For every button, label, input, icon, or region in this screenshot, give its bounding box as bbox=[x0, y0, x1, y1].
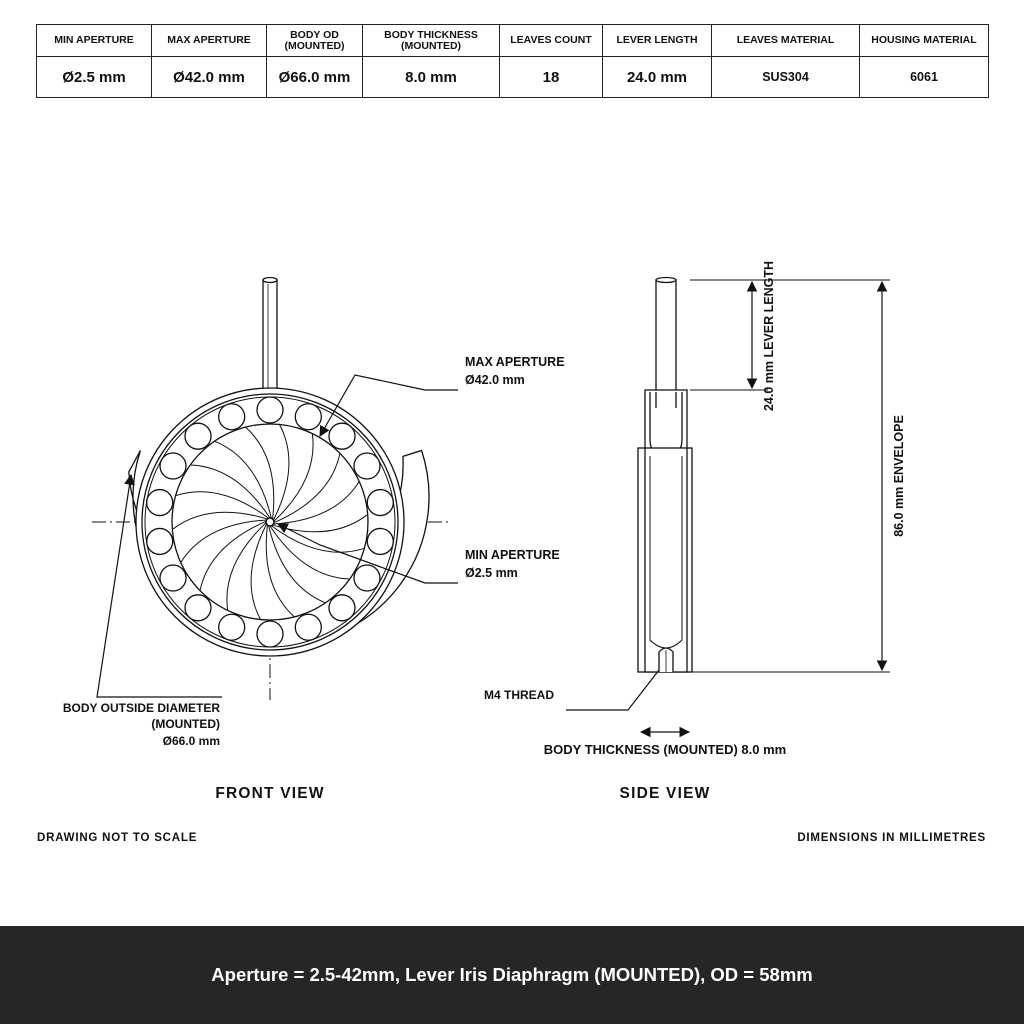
spec-header-leaves-material: LEAVES MATERIAL bbox=[712, 25, 860, 57]
thread-leader bbox=[566, 670, 659, 710]
side-lever-slot bbox=[650, 392, 682, 455]
side-lever bbox=[656, 280, 676, 408]
max-aperture-value: Ø42.0 mm bbox=[465, 373, 525, 387]
spec-header-min-aperture: MIN APERTURE bbox=[37, 25, 152, 57]
spec-value-min-aperture: Ø2.5 mm bbox=[37, 57, 152, 98]
spec-value-leaves-count: 18 bbox=[500, 57, 603, 98]
iris-ball bbox=[295, 404, 321, 430]
iris-ball bbox=[257, 397, 283, 423]
iris-ball bbox=[257, 621, 283, 647]
thread-label: M4 THREAD bbox=[484, 688, 555, 702]
iris-ball bbox=[147, 490, 173, 516]
iris-ball bbox=[147, 528, 173, 554]
iris-ball bbox=[160, 565, 186, 591]
iris-ball bbox=[329, 423, 355, 449]
iris-ball bbox=[354, 565, 380, 591]
footer-caption: Aperture = 2.5-42mm, Lever Iris Diaphragm (MOUNTED), OD = 58mm bbox=[211, 964, 813, 985]
body-od-value: Ø66.0 mm bbox=[162, 734, 220, 748]
spec-header-housing-material: HOUSING MATERIAL bbox=[860, 25, 989, 57]
spec-value-leaves-material: SUS304 bbox=[712, 57, 860, 98]
spec-value-body-thickness: 8.0 mm bbox=[363, 57, 500, 98]
side-body bbox=[638, 448, 692, 672]
iris-ball bbox=[185, 595, 211, 621]
front-min-aperture-hole bbox=[266, 518, 274, 526]
body-od-title-line2: (MOUNTED) bbox=[151, 717, 220, 731]
iris-ball bbox=[367, 528, 393, 554]
body-od-title-line1: BODY OUTSIDE DIAMETER bbox=[62, 701, 220, 715]
spec-header-body-thickness: BODY THICKNESS (MOUNTED) bbox=[363, 25, 500, 57]
front-view-title: FRONT VIEW bbox=[215, 785, 325, 802]
max-aperture-title: MAX APERTURE bbox=[465, 355, 565, 369]
front-lever bbox=[263, 280, 277, 392]
spec-value-body-od: Ø66.0 mm bbox=[267, 57, 363, 98]
spec-value-lever-length: 24.0 mm bbox=[603, 57, 712, 98]
spec-header-body-od: BODY OD (MOUNTED) bbox=[267, 25, 363, 57]
footer-caption-bar bbox=[0, 926, 1024, 1024]
iris-ball bbox=[295, 614, 321, 640]
iris-ball bbox=[219, 614, 245, 640]
min-aperture-value: Ø2.5 mm bbox=[465, 566, 518, 580]
iris-ball bbox=[329, 595, 355, 621]
scale-note: DRAWING NOT TO SCALE bbox=[37, 832, 198, 844]
iris-ball bbox=[185, 423, 211, 449]
thickness-label: BODY THICKNESS (MOUNTED) 8.0 mm bbox=[543, 742, 787, 757]
spec-value-housing-material: 6061 bbox=[860, 57, 989, 98]
min-aperture-title: MIN APERTURE bbox=[465, 548, 560, 562]
spec-value-max-aperture: Ø42.0 mm bbox=[152, 57, 267, 98]
iris-ball bbox=[367, 490, 393, 516]
iris-ball bbox=[219, 404, 245, 430]
iris-ball bbox=[354, 453, 380, 479]
side-lever-tip bbox=[656, 278, 676, 283]
units-note: DIMENSIONS IN MILLIMETRES bbox=[797, 832, 986, 844]
envelope-label: 86.0 mm ENVELOPE bbox=[892, 415, 906, 537]
spec-header-leaves-count: LEAVES COUNT bbox=[500, 25, 603, 57]
side-view-title: SIDE VIEW bbox=[619, 785, 711, 802]
spec-header-max-aperture: MAX APERTURE bbox=[152, 25, 267, 57]
spec-header-lever-length: LEVER LENGTH bbox=[603, 25, 712, 57]
side-view bbox=[566, 278, 890, 733]
iris-ball bbox=[160, 453, 186, 479]
front-lever-tip bbox=[263, 278, 277, 283]
front-view bbox=[92, 278, 458, 701]
lever-length-label: 24.0 mm LEVER LENGTH bbox=[762, 260, 776, 412]
